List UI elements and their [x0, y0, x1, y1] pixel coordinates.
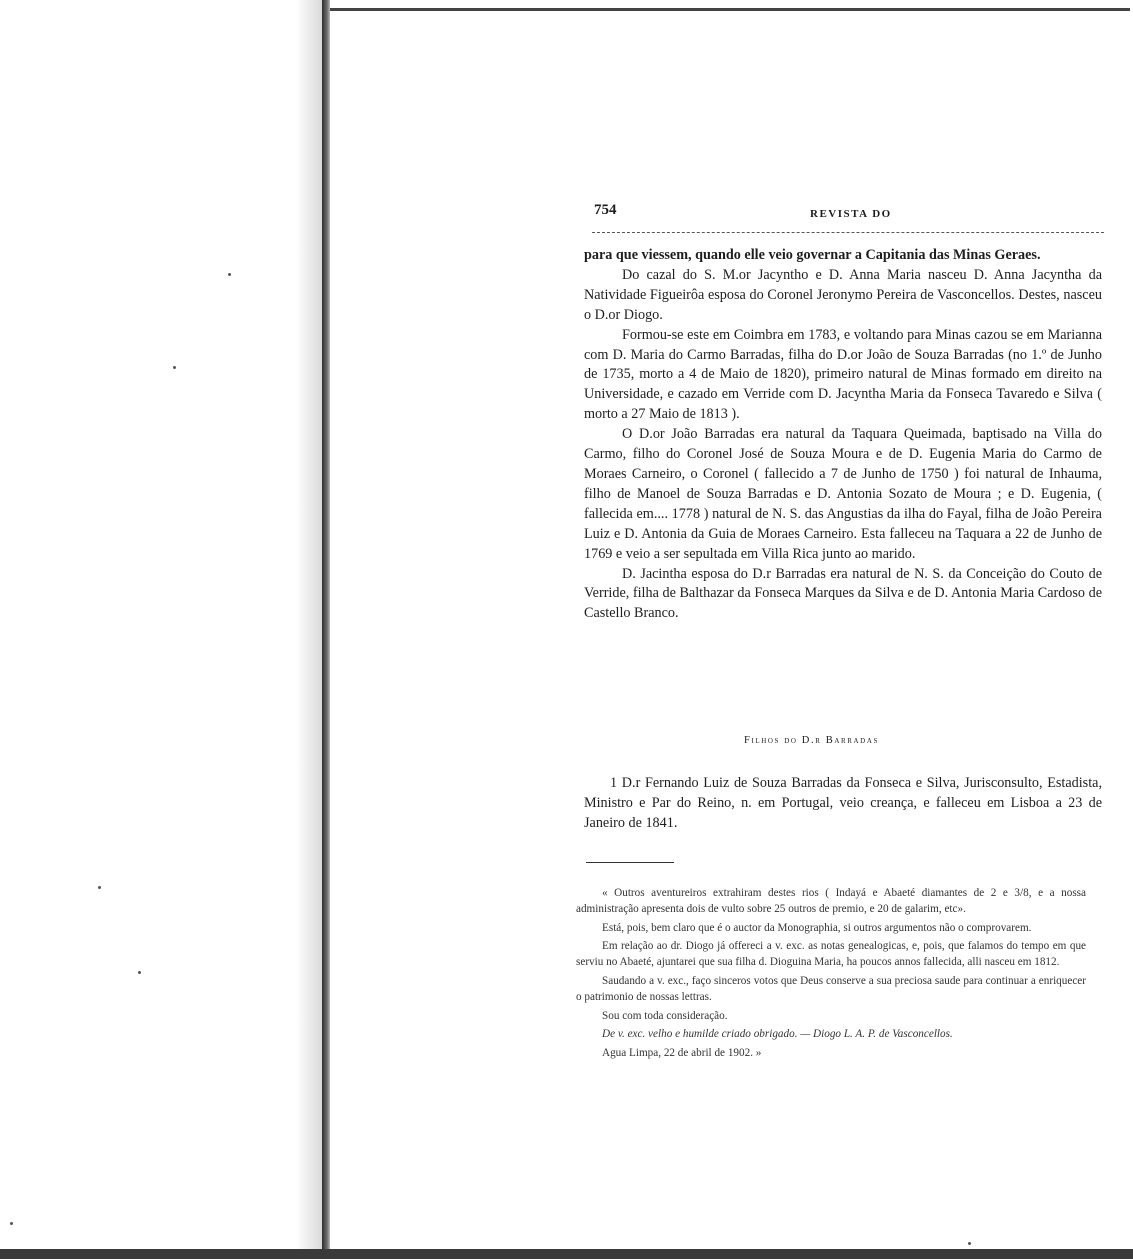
scan-speck — [228, 273, 231, 276]
footnote-line: Em relação ao dr. Diogo já offereci a v. exc. as notas genealogicas, e, pois, que falamos do tempo em que serviu no Abaeté, ajuntarei que sua filha d. Dioguina Maria, ha poucos annos fallecida, alli nasceu em 1812. — [576, 940, 1086, 969]
running-head: REVISTA DO — [810, 208, 892, 220]
footnote-line: « Outros aventureiros extrahiram destes rios ( Indayá e Abaeté diamantes de 2 e 3/8, e a nossa administração apresenta dois de vulto sobre 25 outros de premio, e 20 de galarim, etc». — [576, 887, 1086, 915]
facing-page-shadow — [296, 0, 322, 1259]
footnotes — [576, 886, 1086, 1065]
scan-speck — [138, 971, 141, 974]
body-text — [584, 246, 1102, 624]
footnote-line: Saudando a v. exc., faço sinceros votos que Deus conserve a sua preciosa saude para continuar a enriquecer o patrimonio de nossas lettras. — [576, 974, 1086, 1003]
section-subheading: Filhos do D.r Barradas — [744, 735, 879, 746]
footnote-dateline: Agua Limpa, 22 de abril de 1902. » — [602, 1047, 762, 1060]
scan-speck — [10, 1222, 13, 1225]
footnote-line: Está, pois, bem claro que é o auctor da Monographia, si outros argumentos não o comprovarem. — [602, 921, 1032, 934]
scan-speck — [98, 886, 101, 889]
header-rule — [592, 232, 1104, 233]
scan-speck — [173, 366, 176, 369]
page-number: 754 — [594, 202, 617, 218]
paragraph: Do cazal do S. M.or Jacyntho e D. Anna Maria nasceu D. Anna Jacyntha da Natividade Figueirôa esposa do Coronel Jeronymo Pereira de Vasconcellos. Destes, nasceu o D.or Diogo. — [584, 266, 1102, 323]
page-header — [584, 196, 1104, 236]
paragraph: O D.or João Barradas era natural da Taquara Queimada, baptisado na Villa do Carmo, filho do Coronel José de Souza Moura e de D. Eugenia Maria do Carmo de Moraes Carneiro, o Coronel ( fallecido a 7 de Junho de 1750 ) foi natural de Inhauma, filho de Manoel de Souza Barradas e D. Antonia Sozato de Moura ; e D. Eugenia, ( fallecida em.... 1778 ) natural de N. S. das Angustias da ilha do Fayal, filha de João Pereira Luiz e D. Antonia da Guia de Moraes Carneiro. Esta falleceu na Taquara a 22 de Junho de 1769 e veio a ser sepultada em Villa Rica junto ao marido. — [584, 426, 1102, 562]
footnote-signature: De v. exc. velho e humilde criado obrigado. — Diogo L. A. P. de Vasconcellos. — [602, 1028, 953, 1041]
footnote-line: Sou com toda consideração. — [602, 1009, 728, 1022]
book-spine-edge — [322, 0, 330, 1259]
paragraph: Formou-se este em Coimbra em 1783, e voltando para Minas cazou se em Marianna com D. Maria do Carmo Barradas, filha do D.or João de Souza Barradas (no 1.º de Junho de 1735, morto a 4 de Maio de 1820), primeiro natural de Minas formado em direito na Universidade, e cazado em Verride com D. Jacyntha Maria da Fonseca Tavaredo e Silva ( morto a 27 Maio de 1813 ). — [584, 326, 1102, 423]
page-bottom-edge — [0, 1249, 1133, 1259]
paragraph: para que viessem, quando elle veio governar a Capitania das Minas Geraes. — [584, 247, 1041, 263]
list-item: 1 D.r Fernando Luiz de Souza Barradas da Fonseca e Silva, Jurisconsulto, Estadista, Ministro e Par do Reino, n. em Portugal, veio creança, e falleceu em Lisboa a 23 de Janeiro de 1841. — [584, 775, 1102, 831]
page-top-edge — [330, 8, 1130, 11]
scan-speck — [968, 1242, 971, 1245]
paragraph: D. Jacintha esposa do D.r Barradas era natural de N. S. da Conceição do Couto de Verride, filha de Balthazar da Fonseca Marques da Silva e de D. Antonia Maria Cardoso de Castello Branco. — [584, 565, 1102, 622]
footnote-rule — [586, 862, 674, 863]
